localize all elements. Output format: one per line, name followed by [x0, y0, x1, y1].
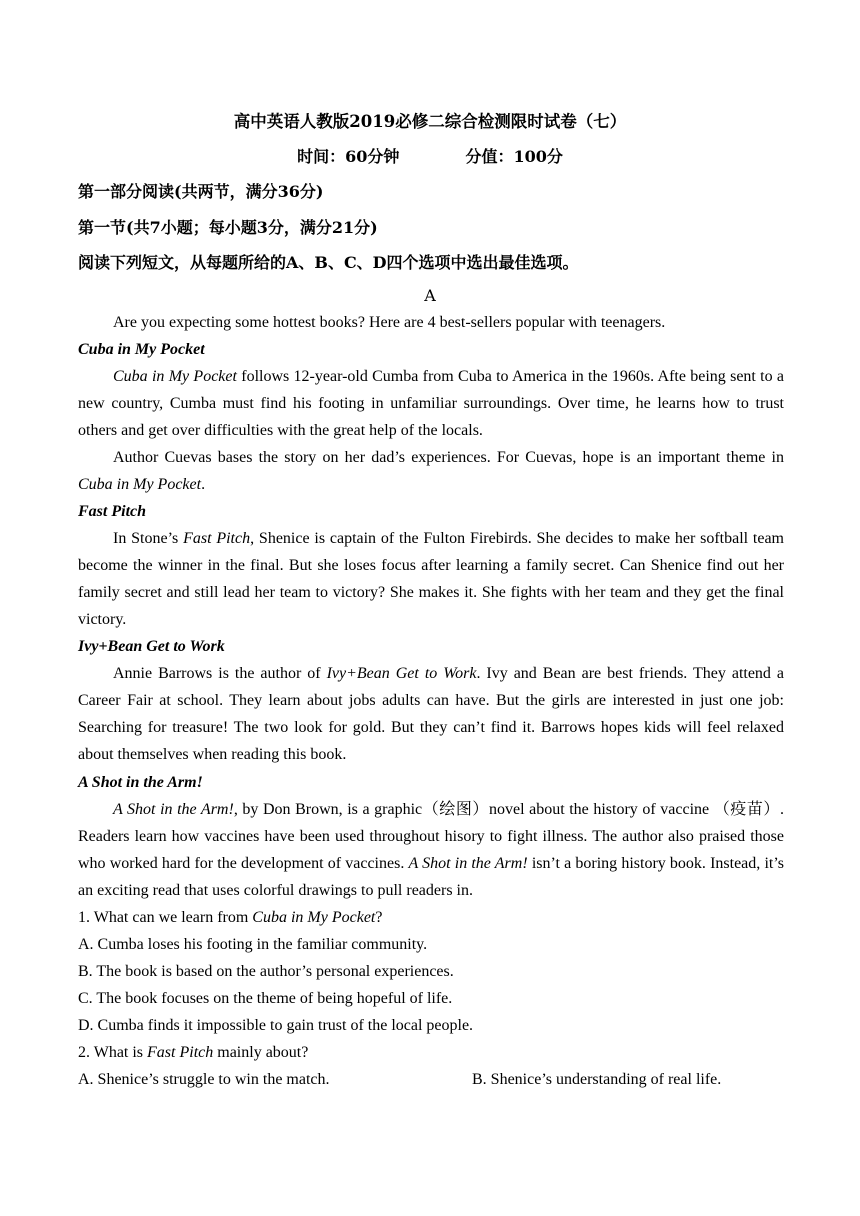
question-1-option-d: D. Cumba finds it impossible to gain trust of the local people. — [78, 1017, 474, 1034]
book-paragraph-shot-arm — [78, 796, 784, 904]
passage-label: A — [424, 286, 436, 305]
paragraph-text: isn’t a boring history book. Instead, it’s an exciting read that uses colorful drawings to pull readers in. — [78, 855, 785, 899]
exam-score: 分值：100分 — [465, 147, 563, 166]
paragraph-text: Author Cuevas bases the story on her dad’s experiences. For Cuevas, hope is an important theme in — [113, 449, 784, 466]
inline-book-title: Fast Pitch — [183, 530, 251, 547]
question-1-option-b: B. The book is based on the author’s personal experiences. — [78, 963, 454, 980]
paragraph-end: . — [201, 476, 206, 493]
book-paragraph-cuba-author — [78, 444, 784, 498]
book-title-fast-pitch: Fast Pitch — [78, 503, 147, 520]
passage-intro: Are you expecting some hottest books? Here are 4 best-sellers popular with teenagers. — [113, 314, 666, 331]
question-2-option-a: A. Shenice’s struggle to win the match. — [78, 1071, 330, 1088]
stem-text: 2. What is — [78, 1044, 148, 1061]
book-paragraph-fast-pitch — [78, 525, 784, 633]
paragraph-text: , Shenice is captain of the Fulton Firebirds. She decides to make her softball team become the winner in the final. But she loses focus after learning a family secret. Can Shenice find out her family secret and still lead her team to victory? She makes it. She fights with her team and they get the final victory. — [78, 530, 784, 628]
question-2-stem — [78, 1039, 308, 1066]
stem-text: 1. What can we learn from — [78, 909, 253, 926]
paragraph-text: . Ivy and Bean are best friends. They attend a Career Fair at school. They learn about jobs adults can have. But the girls are interested in just one job: Searching for treasure! The two look for gold. But they can’t find it. Barrows hopes kids will feel relaxed about themselves when reading this book. — [78, 665, 785, 763]
page-title: 高中英语人教版2019必修二综合检测限时试卷（七） — [233, 112, 627, 131]
paragraph-text: In Stone’s — [113, 530, 184, 547]
question-1-option-a: A. Cumba loses his footing in the familiar community. — [78, 936, 428, 953]
book-paragraph-cuba — [78, 363, 784, 444]
book-title-ivy-bean: Ivy+Bean Get to Work — [78, 638, 225, 655]
instruction: 阅读下列短文，从每题所给的A、B、C、D四个选项中选出最佳选项。 — [78, 253, 579, 272]
question-2-option-b: B. Shenice’s understanding of real life. — [472, 1071, 722, 1088]
inline-book-title: A Shot in the Arm! — [113, 801, 234, 818]
part-heading: 第一部分阅读(共两节，满分36分) — [78, 182, 324, 201]
stem-end: mainly about? — [213, 1044, 309, 1061]
book-title-shot-arm: A Shot in the Arm! — [78, 774, 203, 791]
inline-book-title: Cuba in My Pocket — [252, 909, 376, 926]
book-title-cuba: Cuba in My Pocket — [78, 341, 205, 358]
inline-book-title: Cuba in My Pocket — [78, 476, 202, 493]
exam-time: 时间：60分钟 — [297, 147, 400, 166]
exam-meta — [0, 143, 860, 170]
inline-book-title: Ivy+Bean Get to Work — [326, 665, 477, 682]
section-heading: 第一节(共7小题；每小题3分，满分21分) — [78, 218, 378, 237]
stem-end: ? — [375, 909, 383, 926]
inline-book-title: Cuba in My Pocket — [113, 368, 237, 385]
paragraph-text: , by Don Brown, is a graphic（绘图）novel about the history of vaccine （疫苗）. Readers learn how vaccines have been used throughout hisory to fight illness. The author also praised those who worked hard for the development of vaccines. — [78, 801, 784, 872]
inline-book-title: Fast Pitch — [147, 1044, 214, 1061]
book-paragraph-ivy-bean — [78, 660, 784, 768]
paragraph-text: Annie Barrows is the author of — [113, 665, 327, 682]
inline-book-title: A Shot in the Arm! — [408, 855, 528, 872]
question-1-option-c: C. The book focuses on the theme of being hopeful of life. — [78, 990, 453, 1007]
paragraph-text: follows 12-year-old Cumba from Cuba to America in the 1960s. Afte being sent to a new country, Cumba must find his footing in unfamiliar surroundings. Over time, he learns how to trust others and get over difficulties with the great help of the locals. — [78, 368, 784, 439]
question-1-stem — [78, 904, 382, 931]
